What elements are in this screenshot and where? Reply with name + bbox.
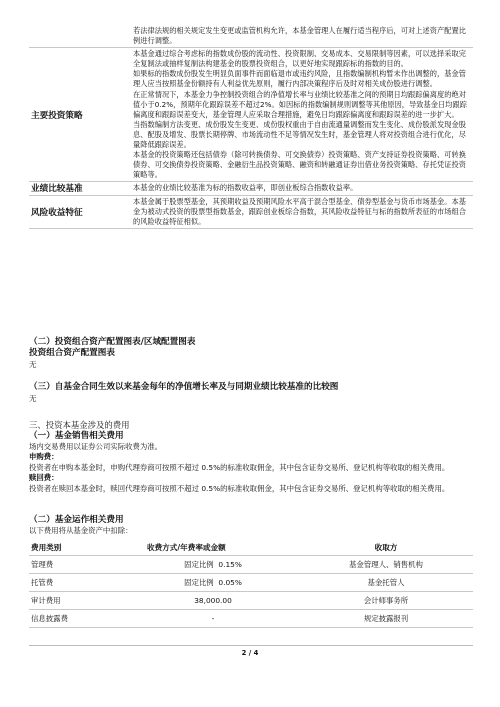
fee-rate: 0.05%	[218, 578, 242, 587]
footer-divider	[29, 645, 473, 646]
fee-rate: 38,000.00	[194, 596, 232, 605]
operation-fees-heading: （二）基金运作相关费用	[29, 515, 124, 525]
operation-fees-intro: 以下费用将从基金资产中扣除：	[29, 526, 133, 535]
section-3-content: 无	[29, 394, 37, 403]
fee-method-rate	[127, 556, 297, 574]
section-3	[29, 382, 338, 404]
fee-method: 固定比例	[184, 578, 214, 587]
benchmark-row	[29, 182, 473, 195]
fees-heading: 三、投资本基金涉及的费用	[29, 420, 130, 430]
benchmark-text: 本基金的业绩比较基准为标的指数收益率，即创业板综合指数收益率。	[131, 182, 473, 195]
fees-table-header	[29, 540, 473, 556]
strategy-paragraph: 在正常情况下，本基金力争控制投资组合的净值增长率与业绩比较基准之间的预期日均跟踪偏离度的绝对值小于0.2%，预期年化跟踪误差不超过2%。如因标的指数编制规则调整等其他原因，导致基金日均跟踪偏离度和跟踪误差变大，基金管理人应采取合理措施，避免日均跟踪偏离度和跟踪误差的进一步扩大。	[133, 89, 467, 119]
fee-method-rate	[127, 574, 297, 592]
fee-method-rate	[127, 610, 297, 628]
fee-method-rate	[127, 592, 297, 610]
fee-payee: 会计师事务所	[297, 592, 473, 610]
section-3-heading: （三）自基金合同生效以来基金每年的净值增长率及与同期业绩比较基准的比较图	[29, 382, 339, 392]
section-2-content: 无	[29, 360, 37, 369]
strategy-paragraph: 当指数编制方法变更、成份股发生变更、成份股权重由于自由流通量调整而发生变化、成份股派发现金股息、配股及增发、股票长期停牌、市场流动性不足等情况发生时，基金管理人将对投资组合进行优化，尽量降低跟踪误差。	[133, 119, 466, 150]
strategy-row	[29, 48, 473, 182]
strategy-label: 主要投资策略	[29, 48, 131, 182]
fee-category: 信息披露费	[29, 610, 127, 628]
page-number: 2 / 4	[241, 649, 259, 657]
table-row	[29, 610, 473, 628]
strategy-text	[131, 48, 473, 182]
fee-category: 审计费用	[29, 592, 127, 610]
header-method: 收费方式/年费率或金额	[127, 540, 297, 556]
section-2-subheading: 投资组合资产配置图表	[29, 348, 115, 358]
fee-payee: 基金管理人、销售机构	[297, 556, 473, 574]
fee-payee: 规定披露报刊	[297, 610, 473, 628]
sales-fees-intro: 场内交易费用以证券公司实际收费为准。	[29, 442, 163, 451]
investment-strategy-table	[29, 25, 473, 229]
header-payee: 收取方	[297, 540, 473, 556]
redemption-fee-label: 赎回费：	[29, 473, 59, 483]
fee-rate: -	[211, 614, 215, 623]
subscription-fee-label: 申购费：	[29, 452, 59, 462]
strategy-paragraph: 本基金通过综合考虑标的指数成份股的流动性、投资限制、交易成本、交易限制等因素，可以选择采取完全复制法或抽样复制法构建基金的股票投资组合，以更好地实现跟踪标的指数的目的。	[133, 49, 466, 69]
table-row	[29, 556, 473, 574]
section-2-heading: （二）投资组合资产配置图表/区域配置图表	[29, 337, 196, 347]
operation-fees-table	[29, 540, 473, 628]
redemption-fee-text: 投资者在赎回本基金时，赎回代理券商可按照不超过 0.5%的标准收取佣金，其中包含证券交易所、登记机构等收取的相关费用。	[29, 483, 450, 493]
fee-rate: 0.15%	[218, 560, 242, 569]
operation-fees-heading-block	[29, 515, 132, 536]
risk-row	[29, 195, 473, 228]
asset-allocation-row	[29, 25, 473, 48]
benchmark-label: 业绩比较基准	[29, 182, 131, 195]
table-row	[29, 592, 473, 610]
section-2	[29, 337, 195, 370]
fee-payee: 基金托管人	[297, 574, 473, 592]
subscription-fee-text: 投资者在申购本基金时，申购代理券商可按照不超过 0.5%的标准收取佣金，其中包含证券交易所、登记机构等收取的相关费用。	[29, 462, 450, 472]
empty-label-cell	[29, 25, 131, 48]
fees-section	[29, 420, 473, 494]
risk-text: 本基金属于股票型基金，其预期收益及预期风险水平高于混合型基金、债券型基金与货币市场基金。本基金为被动式投资的股票型指数基金，跟踪创业板综合指数，其风险收益特征与标的指数所表征的市场组合的风险收益特征相似。	[131, 195, 473, 228]
fee-category: 托管费	[29, 574, 127, 592]
asset-allocation-text: 若法律法规的相关规定发生变更或监管机构允许，本基金管理人在履行适当程序后，可对上述资产配置比例进行调整。	[131, 25, 473, 48]
sales-fees-heading: （一）基金销售相关费用	[29, 431, 124, 441]
fee-method: 固定比例	[184, 560, 214, 569]
strategy-paragraph: 本基金的投资策略还包括债券（除可转换债券、可交换债券）投资策略、资产支持证券投资策略、可转换债券、可交换债券投资策略、金融衍生品投资策略、融资和转融通证券出借业务投资策略、存托凭证投资策略等。	[133, 150, 466, 180]
fee-category: 管理费	[29, 556, 127, 574]
header-category: 费用类别	[29, 540, 127, 556]
risk-label: 风险收益特征	[29, 195, 131, 228]
strategy-paragraph: 如果标的指数成份股发生明显负面事件而面临退市或违约风险，且指数编制机构暂未作出调整的，基金管理人应当按照基金份额持有人利益优先原则，履行内部决策程序后及时对相关成份股进行调整。	[133, 69, 466, 89]
table-row	[29, 574, 473, 592]
